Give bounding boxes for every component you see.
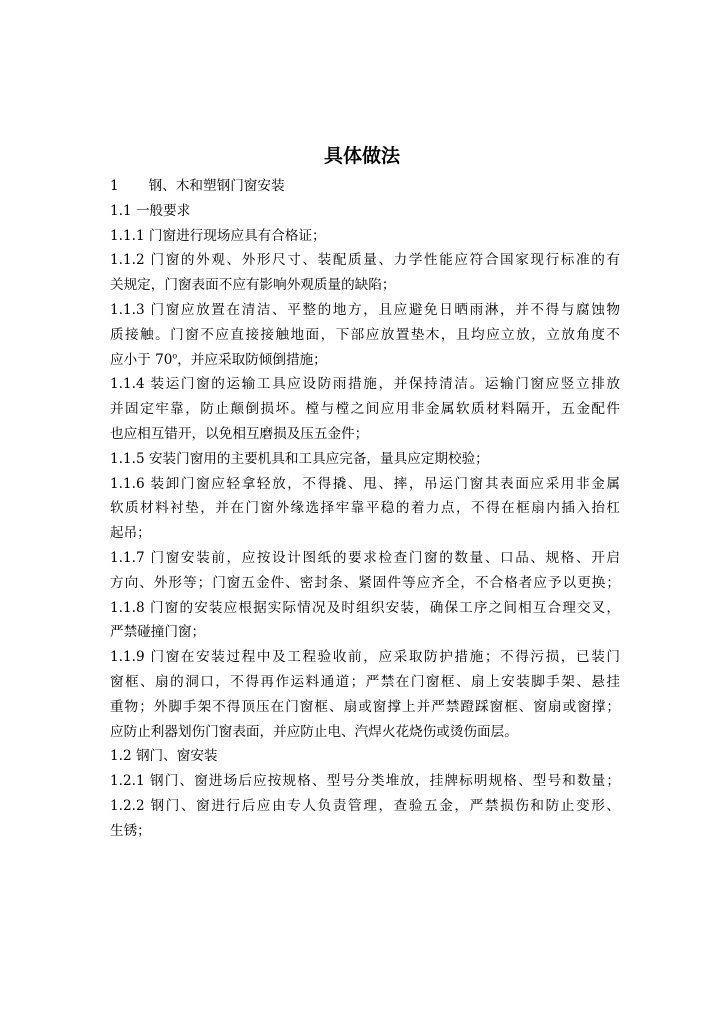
paragraph-line: 质接触。门窗不应直接接触地面，下部应放置垫木，且均应立放，立放角度不	[110, 326, 620, 343]
paragraph-line: 1.1.6 装卸门窗应轻拿轻放，不得撬、甩、摔，吊运门窗其表面应采用非金属	[110, 475, 620, 492]
paragraph-line: 1.1.4 装运门窗的运输工具应设防雨措施，并保持清洁。运输门窗应竖立排放	[110, 376, 620, 393]
subsection-heading: 1.2 钢门、窗安装	[110, 748, 218, 765]
degree-superscript: o	[172, 351, 178, 361]
paragraph-line: 1.1.9 门窗在安装过程中及工程验收前，应采取防护措施；不得污损，已装门	[110, 649, 620, 666]
document-title: 具体做法	[323, 145, 400, 167]
paragraph-line: 1.2.2 钢门、窗进行后应由专人负责管理，查验五金，严禁损伤和防止变形、	[110, 797, 620, 814]
paragraph-line: 1.1.5 安装门窗用的主要机具和工具应完备，量具应定期校验；	[110, 450, 489, 467]
paragraph-line: 1.1.7 门窗安装前，应按设计图纸的要求检查门窗的数量、口品、规格、开启	[110, 549, 620, 566]
paragraph-line: 重物；外脚手架不得顶压在门窗框、扇或窗撑上并严禁蹬踩窗框、窗扇或窗撑；	[110, 698, 620, 715]
paragraph-line: 软质材料衬垫，并在门窗外缘选择牢靠平稳的着力点，不得在框扇内插入抬杠	[110, 500, 620, 517]
paragraph-line: 1.1.1 门窗进行现场应具有合格证；	[110, 227, 326, 244]
section-number: 1	[110, 178, 119, 194]
paragraph-line: 严禁碰撞门窗；	[110, 624, 206, 641]
section-heading-text: 钢、木和塑钢门窗安装	[148, 178, 285, 194]
paragraph-line: 关规定，门窗表面不应有影响外观质量的缺陷；	[110, 277, 396, 294]
paragraph-line: 应防止利器划伤门窗表面，并应防止电、汽焊火花烧伤或烫伤面层。	[110, 723, 518, 740]
angle-text: 应小于 70	[110, 351, 173, 368]
paragraph-line: 1.1.2 门窗的外观、外形尺寸、装配质量、力学性能应符合国家现行标准的有	[110, 252, 620, 269]
subsection-heading: 1.1 一般要求	[110, 202, 191, 219]
paragraph-line: 方向、外形等；门窗五金件、密封条、紧固件等应齐全，不合格者应予以更换；	[110, 574, 620, 591]
paragraph-line: 1.1.8 门窗的安装应根据实际情况及时组织安装，确保工序之间相互合理交叉，	[110, 599, 620, 616]
paragraph-line: 起吊；	[110, 525, 151, 542]
paragraph-line: 并固定牢靠，防止颠倒损坏。樘与樘之间应用非金属软质材料隔开，五金配件	[110, 401, 620, 418]
section-heading-1	[110, 174, 620, 199]
paragraph-line	[110, 348, 620, 373]
paragraph-line: 生锈；	[110, 822, 151, 839]
paragraph-line: 也应相互错开，以免相互磨损及压五金件；	[110, 425, 369, 442]
paragraph-line: 1.2.1 钢门、窗进场后应按规格、型号分类堆放，挂牌标明规格、型号和数量；	[110, 773, 620, 790]
paragraph-line: 窗框、扇的洞口，不得再作运料通道；严禁在门窗框、扇上安装脚手架、悬挂	[110, 673, 620, 690]
angle-text-rest: ，并应采取防倾倒措施；	[177, 351, 327, 368]
document-body	[110, 174, 620, 844]
paragraph-line: 1.1.3 门窗应放置在清洁、平整的地方，且应避免日晒雨淋，并不得与腐蚀物	[110, 301, 620, 318]
